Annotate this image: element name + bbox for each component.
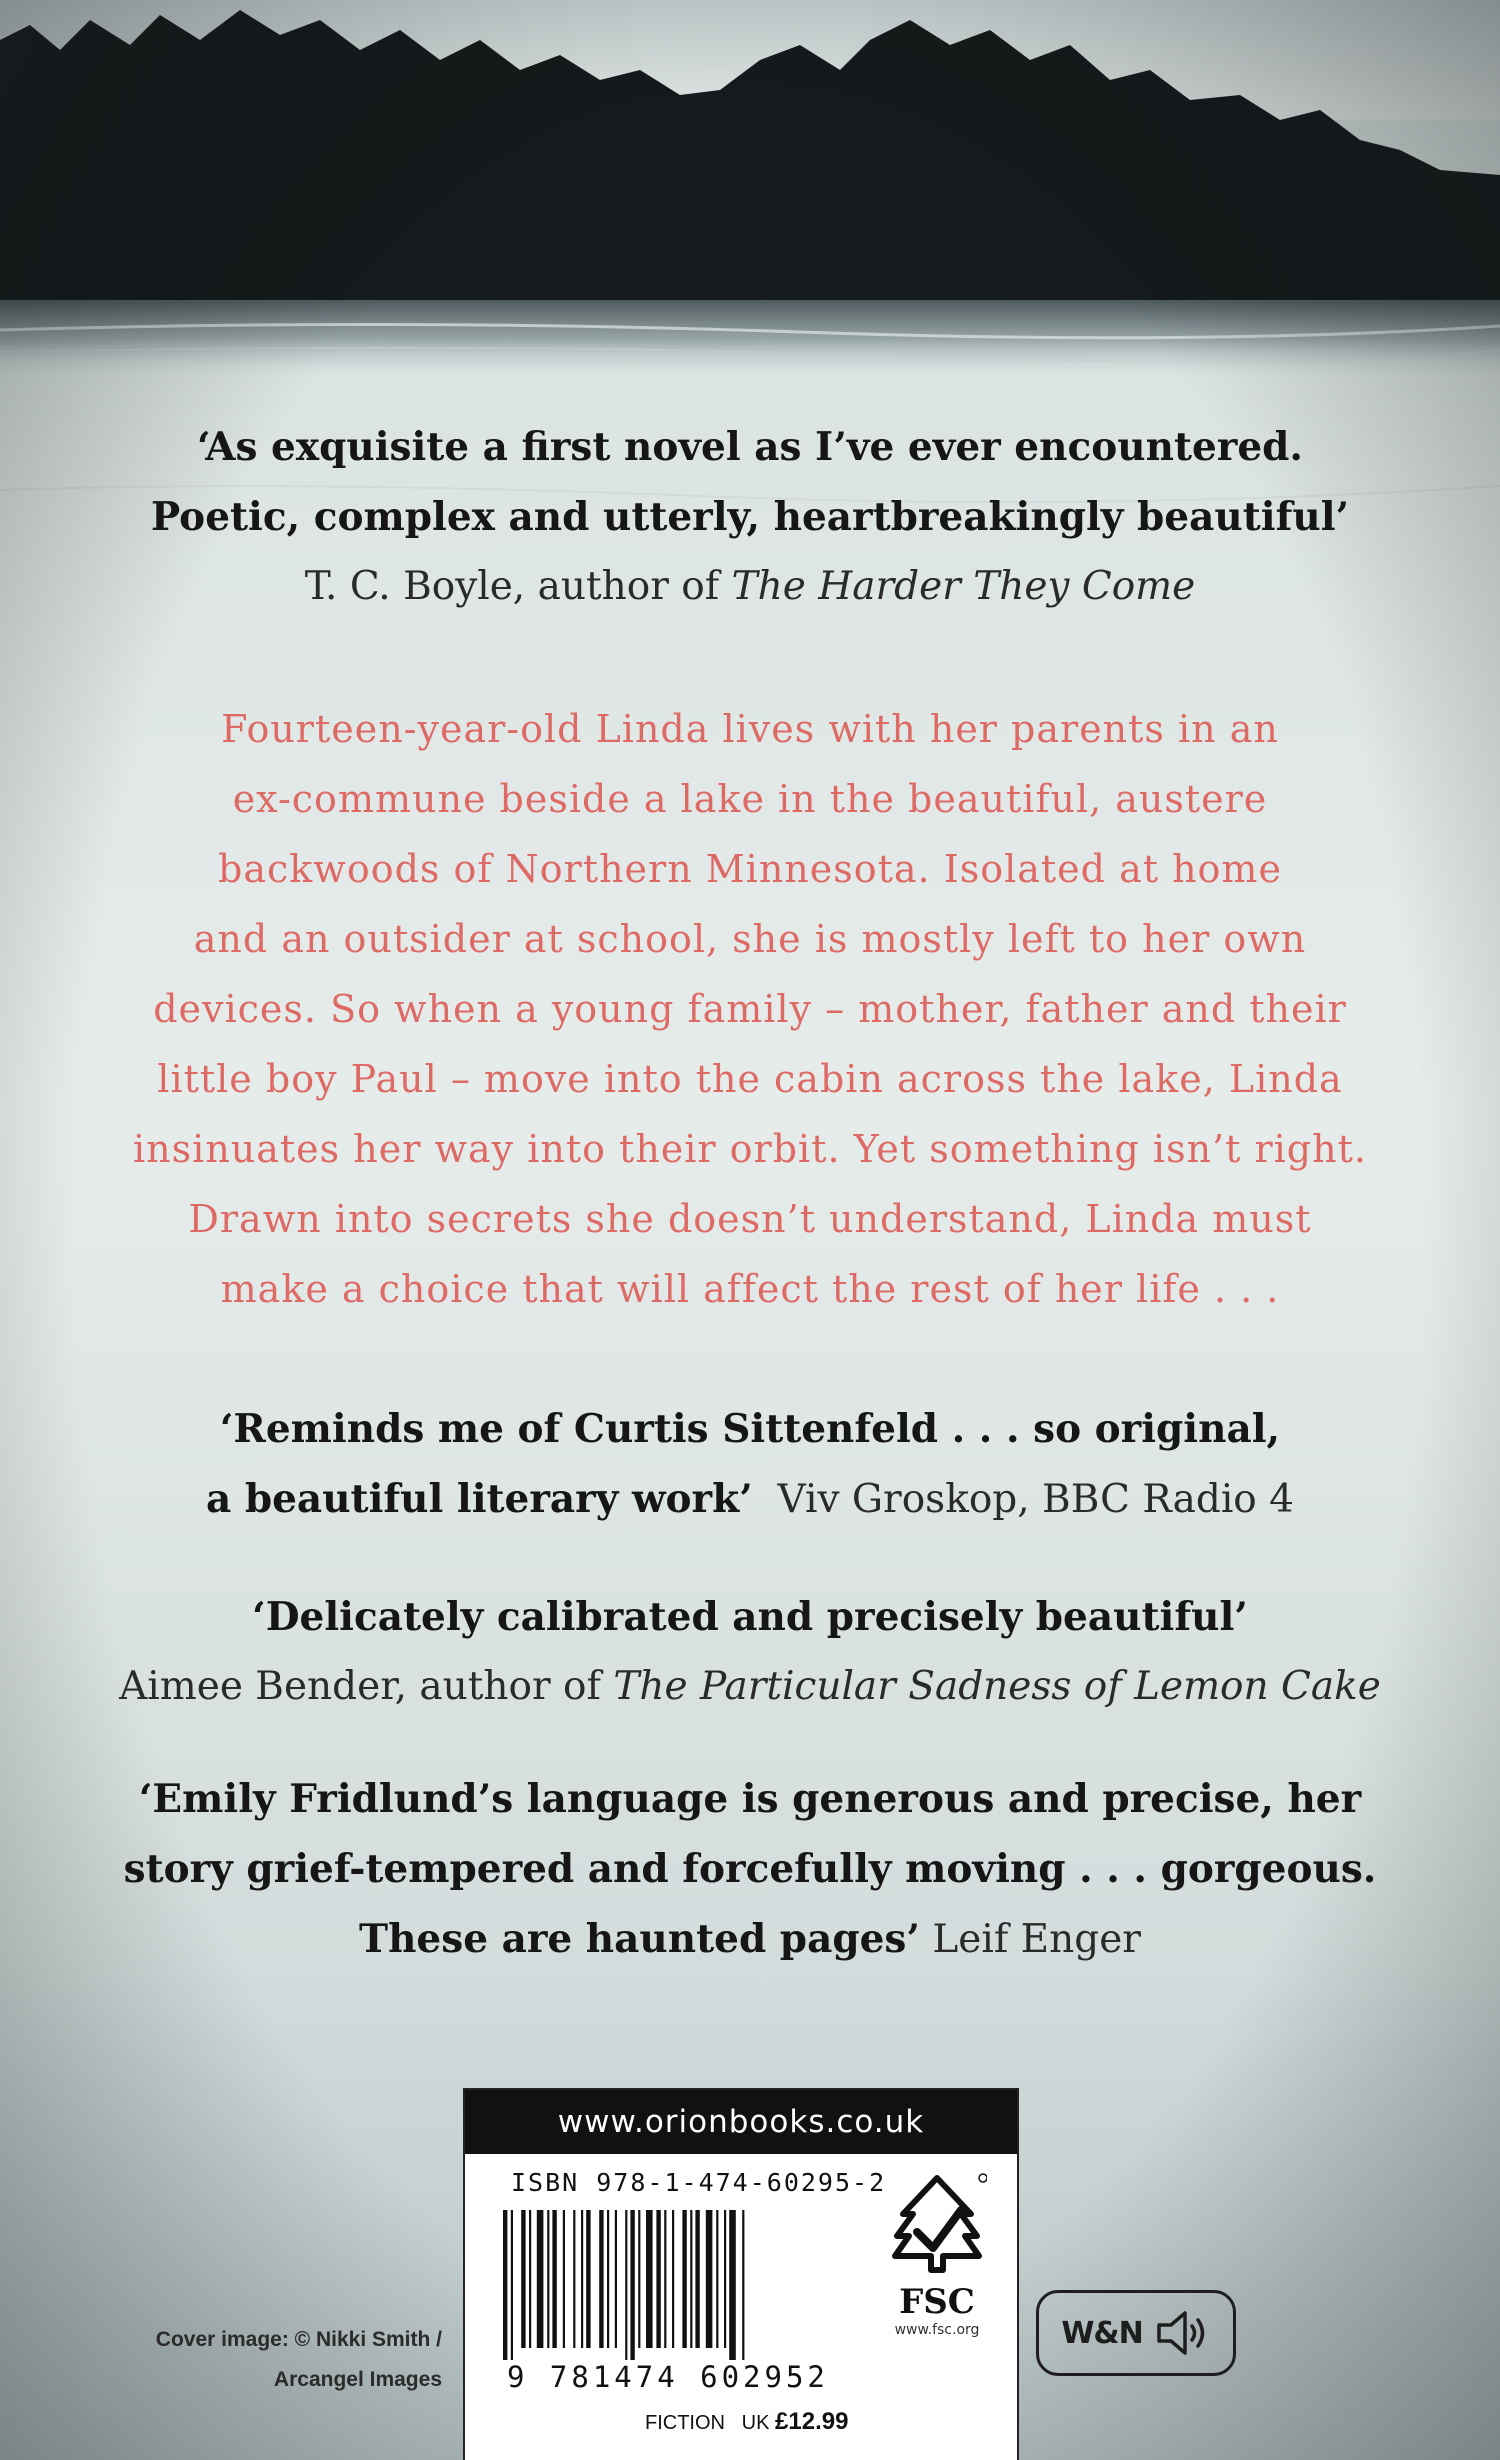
blurb-line: and an outsider at school, she is mostly left to her own	[193, 917, 1307, 961]
blurb-line: ex-commune beside a lake in the beautiful, austere	[232, 777, 1268, 821]
credit-line-2: Arcangel Images	[273, 2368, 442, 2391]
synopsis-blurb	[0, 694, 1500, 1324]
speaker-icon	[1155, 2309, 1211, 2357]
quote-groskop-attribution: Viv Groskop, BBC Radio 4	[777, 1477, 1294, 1522]
fsc-logo	[867, 2170, 1007, 2338]
quote-boyle-line-1: ‘As exquisite a first novel as I’ve ever encountered.	[197, 424, 1303, 470]
price-value: £12.99	[775, 2408, 849, 2435]
quote-bender-attribution	[0, 1652, 1500, 1722]
attribution-book-title: The Harder They Come	[731, 564, 1196, 609]
blurb-line: backwoods of Northern Minnesota. Isolated at home	[218, 847, 1282, 891]
quote-enger-line-1: ‘Emily Fridlund’s language is generous and precise, her	[138, 1776, 1362, 1822]
attribution-book-title: The Particular Sadness of Lemon Cake	[613, 1664, 1381, 1709]
quote-enger	[0, 1764, 1500, 1975]
isbn-number: ISBN 978-1-474-60295-2	[511, 2168, 887, 2197]
attribution-prefix: Aimee Bender, author of	[119, 1664, 614, 1709]
credit-line-1: Cover image: © Nikki Smith /	[155, 2328, 442, 2351]
quote-boyle	[0, 412, 1500, 622]
blurb-line: insinuates her way into their orbit. Yet something isn’t right.	[133, 1127, 1367, 1171]
blurb-line: Fourteen-year-old Linda lives with her parents in an	[221, 707, 1279, 751]
barcode-icon	[499, 2210, 839, 2360]
blurb-line: little boy Paul – move into the cabin across the lake, Linda	[157, 1057, 1343, 1101]
cover-image-credit	[150, 2320, 442, 2400]
blurb-line: devices. So when a young family – mother, father and their	[153, 987, 1347, 1031]
publisher-logo	[1036, 2290, 1236, 2376]
quote-bender	[0, 1582, 1500, 1722]
quote-boyle-line-2: Poetic, complex and utterly, heartbreakingly beautiful’	[150, 494, 1350, 540]
price-line	[645, 2408, 848, 2436]
blurb-line: Drawn into secrets she doesn’t understand, Linda must	[188, 1197, 1312, 1241]
attribution-prefix: T. C. Boyle, author of	[304, 564, 732, 609]
fsc-url: www.fsc.org	[894, 2322, 980, 2338]
blurb-line: make a choice that will affect the rest of her life . . .	[220, 1267, 1280, 1311]
barcode-panel	[463, 2088, 1019, 2460]
quote-groskop	[0, 1394, 1500, 1535]
price-region: UK	[741, 2412, 770, 2434]
tree-check-icon	[887, 2170, 987, 2280]
quote-groskop-text: a beautiful literary work’	[206, 1476, 753, 1522]
category-label: FICTION	[645, 2412, 725, 2434]
fsc-text: FSC	[899, 2282, 975, 2322]
quote-bender-text: ‘Delicately calibrated and precisely beautiful’	[252, 1594, 1248, 1640]
quote-enger-line-3	[0, 1904, 1500, 1975]
quote-enger-attribution: Leif Enger	[932, 1917, 1141, 1962]
quote-groskop-line-2	[0, 1464, 1500, 1535]
quote-boyle-attribution	[0, 552, 1500, 622]
quote-enger-text: These are haunted pages’	[359, 1916, 920, 1962]
quote-groskop-line-1: ‘Reminds me of Curtis Sittenfeld . . . so original,	[219, 1406, 1281, 1452]
publisher-logo-text: W&N	[1061, 2315, 1143, 2351]
quote-enger-line-2: story grief-tempered and forcefully moving . . . gorgeous.	[123, 1846, 1377, 1892]
publisher-url[interactable]: www.orionbooks.co.uk	[465, 2090, 1017, 2154]
barcode-digits: 9 781474 602952	[507, 2360, 829, 2394]
